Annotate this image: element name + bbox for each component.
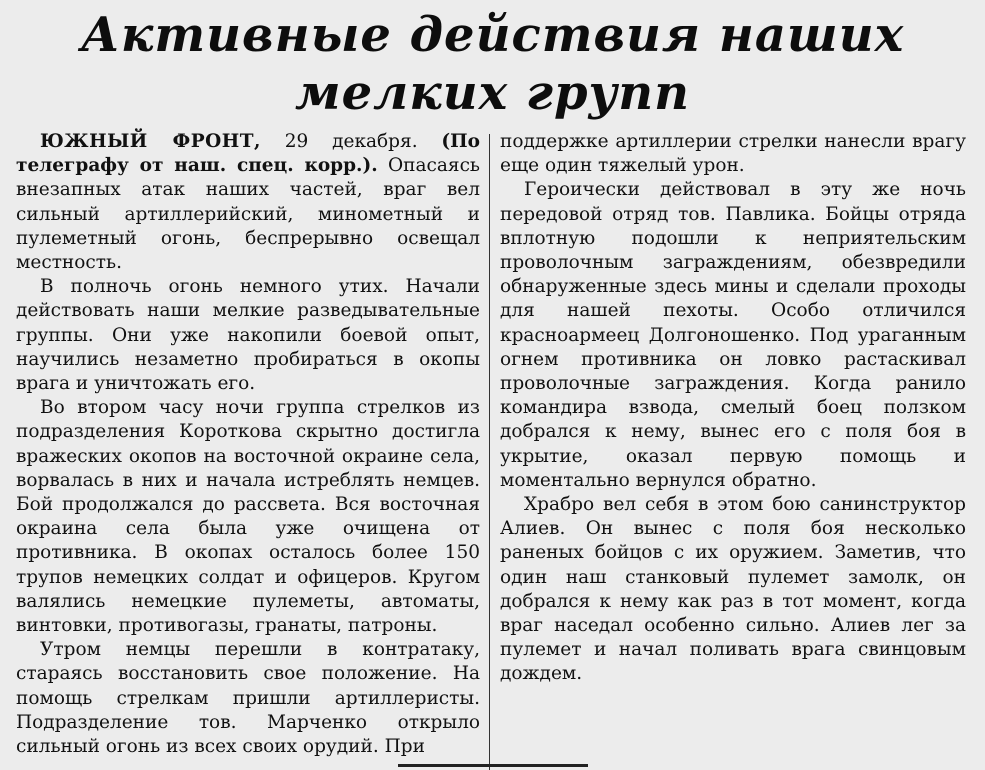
paragraph: Героически действовал в эту же ночь передовой отряд тов. Павлика. Бойцы отряда вплотную подошли к неприятельским проволочным заграждениям, обезвредили обнаруженные здесь мины и сделали проходы для нашей пехоты. Особо отличился красноармеец Долгоношенко. Под ураганным огнем противника он ловко растаскивал проволочные заграждения. Когда ранило командира взвода, смелый боец ползком добрался к нему, вынес его с поля боя в укрытие, оказал первую помощь и моментально вернулся обратно. (500, 179, 966, 491)
article-column-left (16, 130, 480, 759)
headline-line-1: Активные действия наших (80, 7, 905, 63)
dateline-date: 29 декабря. (284, 131, 418, 152)
paragraph-text: Опасаясь внезапных атак наших частей, враг вел сильный артиллерийский, минометный и пулеметный огонь, беспрерывно освещал местность. (16, 155, 481, 274)
article-column-right (500, 130, 966, 687)
article-headline (0, 6, 985, 122)
headline-line-2: мелких групп (294, 65, 691, 121)
paragraph: Утром немцы перешли в контратаку, стараясь восстановить свое положение. На помощь стрелкам пришли артиллеристы. Подразделение тов. Марченко открыло сильный огонь из всех своих орудий. При (16, 639, 480, 758)
dateline-place: ЮЖНЫЙ ФРОНТ, (40, 131, 261, 152)
paragraph: В полночь огонь немного утих. Начали действовать наши мелкие разведывательные группы. Они уже накопили боевой опыт, научились незаметно пробираться в окопы врага и уничтожать его. (16, 276, 480, 395)
paragraph: Храбро вел себя в этом бою санинструктор Алиев. Он вынес с поля боя несколько раненых бойцов с их оружием. Заметив, что один наш станковый пулемет замолк, он добрался к нему как раз в тот момент, когда враг наседал особенно сильно. Алиев лег за пулемет и начал поливать врага свинцовым дождем. (500, 494, 966, 685)
lead-paragraph (16, 130, 480, 275)
column-divider (489, 134, 490, 770)
bottom-rule (398, 764, 588, 767)
dateline-source: (По телеграфу от наш. спец. корр.). (16, 131, 480, 177)
paragraph: Во втором часу ночи группа стрелков из подразделения Короткова скрытно достигла вражеских окопов на восточной окраине села, ворвалась в них и начала истреблять немцев. Бой продолжался до рассвета. Вся восточная окраина села была уже очищена от противника. В окопах осталось более 150 трупов немецких солдат и офицеров. Кругом валялись немецкие пулеметы, автоматы, винтовки, противогазы, гранаты, патроны. (16, 397, 480, 637)
paragraph-continued: поддержке артиллерии стрелки нанесли врагу еще один тяжелый урон. (500, 131, 966, 177)
